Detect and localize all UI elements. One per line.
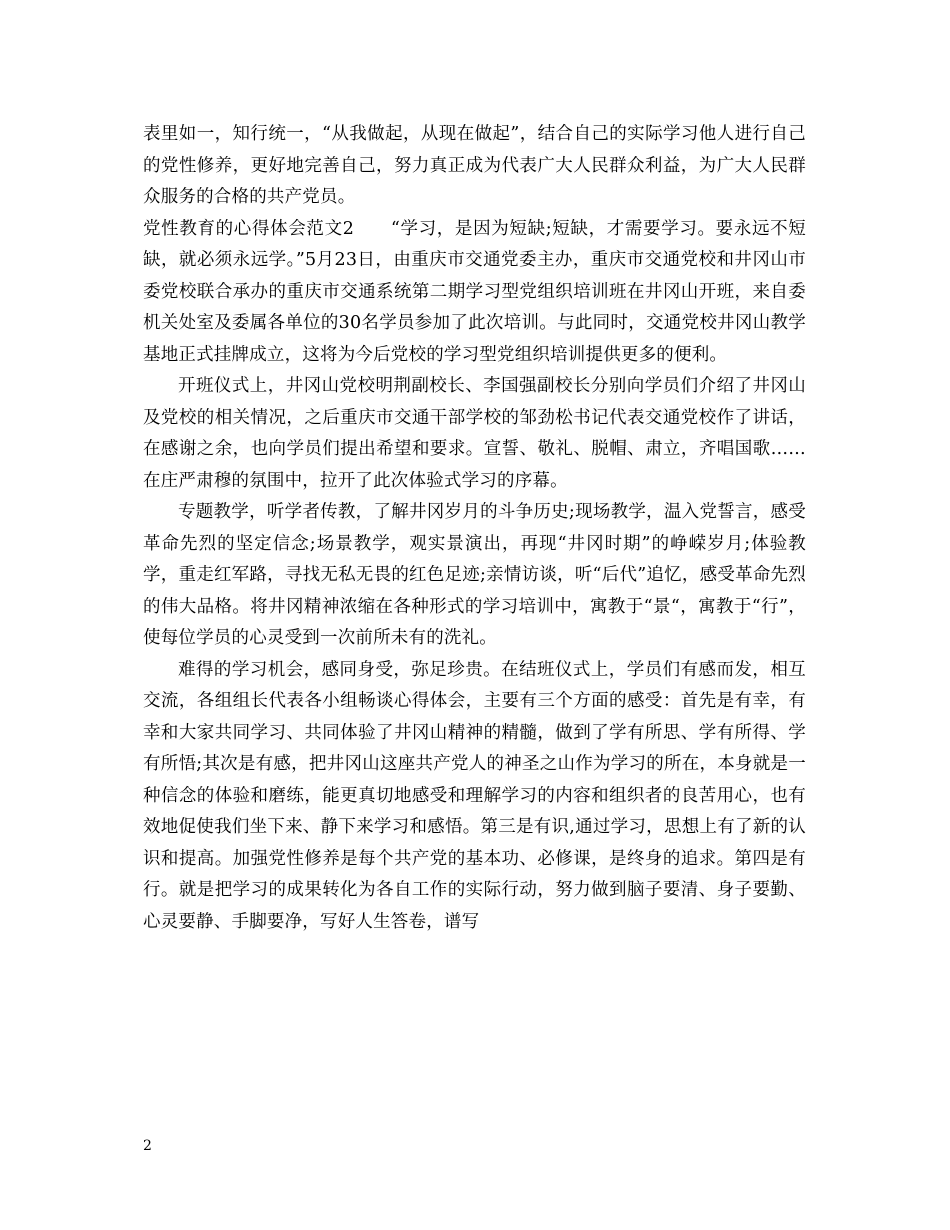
paragraph-4: 专题教学，听学者传教，了解井冈岁月的斗争历史;现场教学，温入党誓言，感受革命先烈的坚定信念;场景教学，观实景演出，再现“井冈时期”的峥嵘岁月;体验教学，重走红军路，寻找无私无畏的红色足迹;亲情访谈，听“后代”追忆，感受革命先烈的伟大品格。将井冈精神浓缩在各种形式的学习培训中，寓教于“景“，寓教于“行”，使每位学员的心灵受到一次前所未有的洗礼。	[143, 502, 806, 648]
document-body	[143, 119, 806, 938]
paragraph-5: 难得的学习机会，感同身受，弥足珍贵。在结班仪式上，学员们有感而发，相互交流，各组组长代表各小组畅谈心得体会，主要有三个方面的感受：首先是有幸，有幸和大家共同学习、共同体验了井冈山精神的精髓，做到了学有所思、学有所得、学有所悟;其次是有感，把井冈山这座共产党人的神圣之山作为学习的所在，本身就是一种信念的体验和磨练，能更真切地感受和理解学习的内容和组织者的良苦用心，也有效地促使我们坐下来、静下来学习和感悟。第三是有识,通过学习，思想上有了新的认识和提高。加强党性修养是每个共产党的基本功、必修课，是终身的追求。第四是有行。就是把学习的成果转化为各自工作的实际行动，努力做到脑子要清、身子要勤、心灵要静、手脚要净，写好人生答卷，谱写	[143, 659, 806, 932]
page-number: 2	[143, 1138, 152, 1154]
paragraph-3: 开班仪式上，井冈山党校明荆副校长、李国强副校长分别向学员们介绍了井冈山及党校的相关情况，之后重庆市交通干部学校的邹劲松书记代表交通党校作了讲话，在感谢之余，也向学员们提出希望和要求。宣誓、敬礼、脱帽、肃立，齐唱国歌……在庄严肃穆的氛围中，拉开了此次体验式学习的序幕。	[143, 376, 806, 491]
paragraph-2: 党性教育的心得体会范文2 “学习，是因为短缺;短缺，才需要学习。要永远不短缺，就必须永远学。”5月23日，由重庆市交通党委主办，重庆市交通党校和井冈山市委党校联合承办的重庆市交通系统第二期学习型党组织培训班在井冈山开班，来自委机关处室及委属各单位的30名学员参加了此次培训。与此同时，交通党校井冈山教学基地正式挂牌成立，这将为今后党校的学习型党组织培训提供更多的便利。	[143, 218, 806, 365]
paragraph-1: 表里如一，知行统一，“从我做起，从现在做起”，结合自己的实际学习他人进行自己的党性修养，更好地完善自己，努力真正成为代表广大人民群众利益，为广大人民群众服务的合格的共产党员。	[143, 124, 806, 207]
